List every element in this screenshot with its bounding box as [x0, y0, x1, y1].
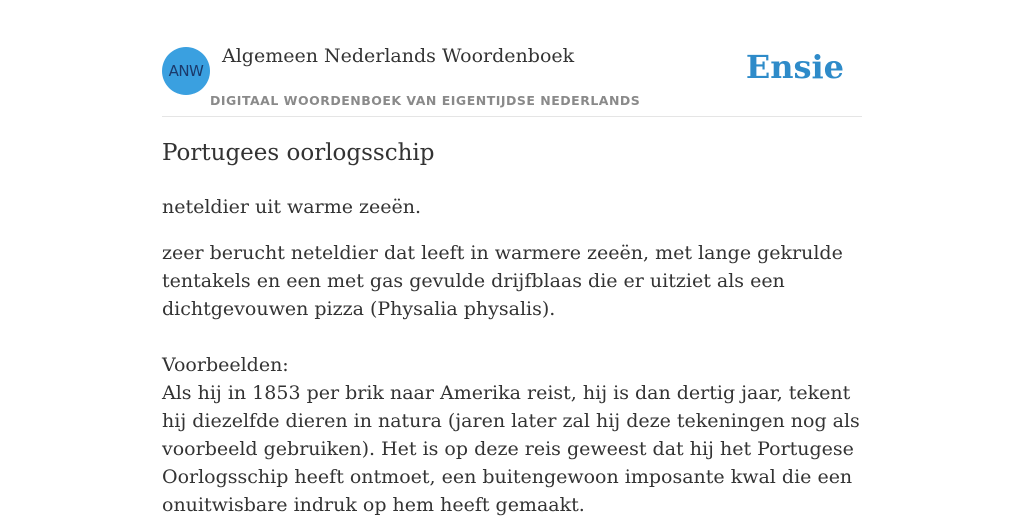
- long-definition: zeer berucht neteldier dat leeft in warmere zeeën, met lange gekrulde tentakels en een met gas gevulde drijfblaas die er uitziet als een dichtgevouwen pizza (Physalia physalis).: [162, 242, 843, 320]
- site-header: [162, 0, 862, 117]
- examples-label: Voorbeelden:: [162, 354, 289, 376]
- short-definition: neteldier uit warme zeeën.: [162, 196, 422, 218]
- site-title[interactable]: Algemeen Nederlands Woordenboek: [222, 45, 575, 67]
- entry-term: Portugees oorlogsschip: [162, 140, 435, 166]
- site-subtitle: DIGITAAL WOORDENBOEK VAN EIGENTIJDSE NEDERLANDS: [210, 93, 641, 108]
- anw-logo[interactable]: ANW: [162, 47, 210, 95]
- ensie-logo-link[interactable]: Ensie: [745, 48, 844, 86]
- example-text: Als hij in 1853 per brik naar Amerika reist, hij is dan dertig jaar, tekent hij diezelfde dieren in natura (jaren later zal hij deze tekeningen nog als voorbeeld gebruiken). Het is op deze reis geweest dat hij het Portugese Oorlogsschip heeft ontmoet, een buitengewoon imposante kwal die een onuitwisbare indruk op hem heeft gemaakt.: [162, 382, 860, 516]
- page: [162, 0, 862, 516]
